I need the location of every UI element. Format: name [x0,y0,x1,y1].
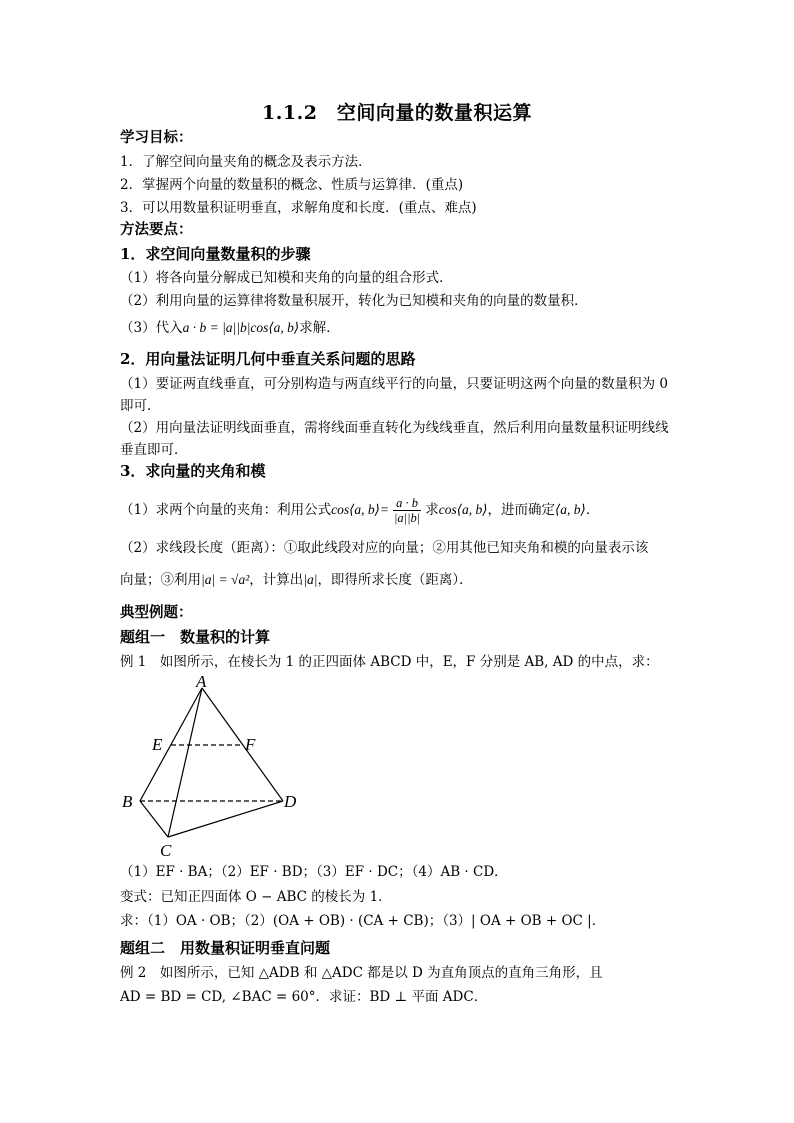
example-2-line-2: AD = BD = CD, ∠BAC = 60°．求证：BD ⊥ 平面 ADC． [120,989,488,1005]
length-prefix: 向量；③利用 [120,572,201,588]
variant-questions: 求：（1）OA · OB；（2）(OA + OB) · (CA + CB)；（3）| OA + OB + OC |． [120,913,606,929]
page-title: 1.1.2 空间向量的数量积运算 [262,102,532,124]
label-d: D [284,792,297,811]
objective-item-3: 3．可以用数量积证明垂直，求解角度和长度．(重点、难点) [120,200,477,216]
modulus-formula: |a| = √a² [201,572,250,587]
example-1-text: 例 1 如图所示，在棱长为 1 的正四面体 ABCD 中，E，F 分别是 AB, AD 的中点，求： [120,654,659,670]
modulus-expression: |a| [303,572,318,587]
group-2-title: 题组二 用数量积证明垂直问题 [120,939,331,957]
angle-prefix: （1）求两个向量的夹角：利用公式 [120,502,332,518]
method-1-title: 1．求空间向量数量积的步骤 [120,245,311,263]
examples-heading: 典型例题： [120,604,193,621]
fraction-denominator: |a||b| [393,511,421,525]
method-2-para-2: （2）用向量法证明线面垂直，需将线面垂直转化为线线垂直，然后利用向量数量积证明线线垂直即可． [120,420,669,458]
label-a: A [196,672,207,691]
cos-expression: cos⟨a, b⟩ [438,502,488,517]
dot-product-formula: a · b = |a||b|cos⟨a, b⟩ [182,320,300,335]
angle-expression: ⟨a, b⟩ [555,502,586,517]
angle-mid-2: ，进而确定 [487,502,556,518]
methods-heading: 方法要点： [120,221,193,238]
method-1-step-1: （1）将各向量分解成已知模和夹角的向量的组合形式． [120,270,453,286]
label-f: F [245,735,256,754]
tetrahedron-figure [118,670,318,860]
method-1-step-2: （2）利用向量的运算律将数量积展开，转化为已知模和夹角的向量的数量积． [120,293,588,309]
method-3-angle-formula [120,492,680,530]
method-3-length-para: （2）求线段长度（距离）：①取此线段对应的向量；②用其他已知夹角和模的向量表示该 [120,540,649,556]
method-2-title: 2．用向量法证明几何中垂直关系问题的思路 [120,350,416,368]
length-mid: ，计算出 [249,572,304,588]
group-1-title: 题组一 数量积的计算 [120,628,271,646]
label-b: B [122,792,133,811]
variant-text: 变式：已知正四面体 O − ABC 的棱长为 1． [120,889,392,905]
angle-mid: 求 [425,502,439,518]
label-c: C [160,841,172,860]
method-2-para-1: （1）要证两直线垂直，可分别构造与两直线平行的向量，只要证明这两个向量的数量积为 0 即可． [120,376,668,414]
step-3-prefix: （3）代入 [120,320,183,336]
label-e: E [152,735,163,754]
objective-item-2: 2．掌握两个向量的数量积的概念、性质与运算律．(重点) [120,177,464,193]
edge-cd [168,801,283,837]
length-suffix: ，即得所求长度（距离）． [317,572,473,588]
edge-ac [168,688,202,837]
cos-fraction [391,496,423,525]
example-2-line-1: 例 2 如图所示，已知 △ADB 和 △ADC 都是以 D 为直角顶点的直角三角形，且 [120,965,603,981]
example-1-questions: （1）EF · BA；（2）EF · BD；（3）EF · DC；（4）AB · CD． [120,864,508,880]
method-3-length-formula [120,570,680,590]
fraction-numerator: a · b [393,496,421,511]
cos-lhs: cos⟨a, b⟩= [331,502,389,517]
edge-bc [140,801,168,837]
step-3-suffix: 求解． [299,320,340,336]
objective-item-1: 1．了解空间向量夹角的概念及表示方法． [120,154,372,170]
method-1-step-3 [120,318,680,338]
method-3-title: 3．求向量的夹角和模 [120,462,266,480]
objectives-heading: 学习目标： [120,129,193,146]
angle-end: ． [585,502,600,518]
